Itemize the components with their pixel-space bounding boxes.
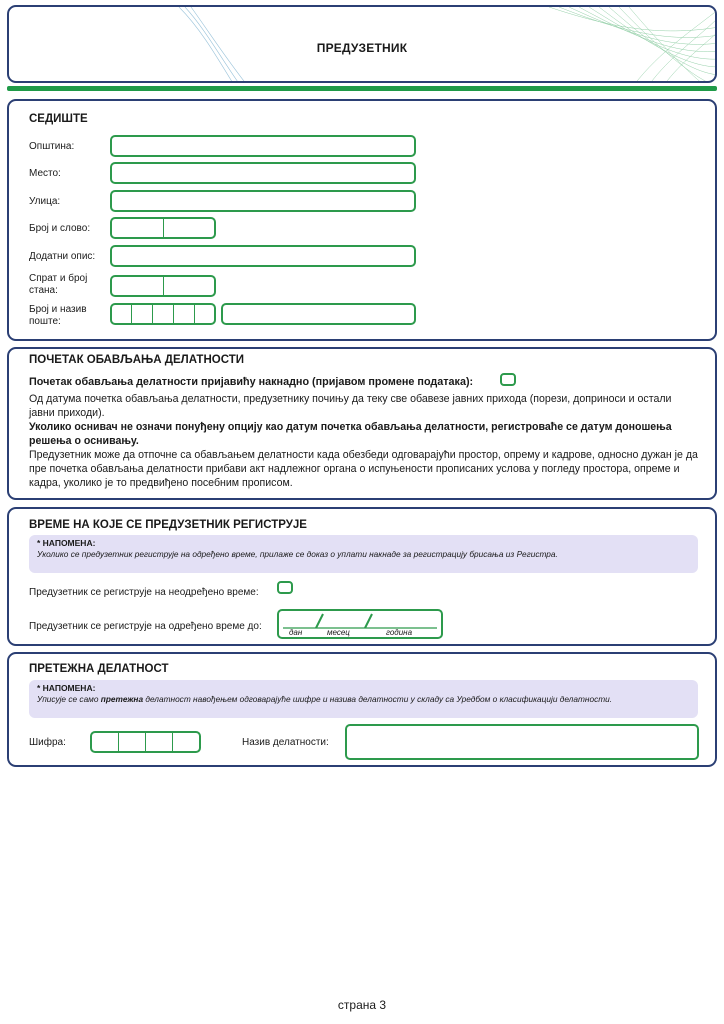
start-later-checkbox[interactable] (500, 373, 516, 386)
page-number: страна 3 (337, 998, 387, 1012)
date-year-label: година (386, 628, 413, 637)
field-divider (163, 219, 164, 237)
municipality-field[interactable] (110, 135, 416, 157)
note-box (29, 680, 698, 718)
field-divider (173, 305, 174, 323)
post-label (29, 304, 87, 328)
registration-time-section (7, 507, 717, 646)
note-box (29, 535, 698, 573)
date-day-label: дан (289, 628, 303, 637)
definite-date-field[interactable] (277, 609, 443, 639)
section-title: ПОЧЕТАК ОБАВЉАЊА ДЕЛАТНОСТИ (29, 354, 245, 366)
extra-field[interactable] (110, 245, 416, 267)
post-label-line2: поште: (29, 316, 61, 327)
number-label: Број и слово: (29, 223, 91, 234)
field-divider (163, 277, 164, 295)
section-title: ПРЕТЕЖНА ДЕЛАТНОСТ (29, 663, 169, 675)
field-divider (118, 733, 119, 751)
date-month-label: месец (327, 628, 350, 637)
header-panel (7, 5, 717, 83)
main-activity-section (7, 652, 717, 767)
note-title: * НАПОМЕНА: (37, 538, 96, 548)
street-label: Улица: (29, 196, 61, 207)
floor-field[interactable] (110, 275, 216, 297)
note-text-before: Уписује се само (37, 694, 101, 704)
code-label: Шифра: (29, 737, 66, 748)
start-paragraph-3: Предузетник може да отпочне са обављањем делатности када обезбеди одговарајући простор, опрему и кадрове, односно дужан је да пре почетка обављања делатности прибави акт надлежног органа о испуњености прописаних услова у погледу простора, опреме и кадра, уколико је то предвиђено посебним прописом. (29, 449, 698, 489)
green-divider (7, 86, 717, 91)
note-text: Уколико се предузетник региструје на одређено време, прилаже се доказ о уплати накнаде за регистрацију брисања из Регистра. (37, 549, 558, 559)
post-label-line1: Број и назив (29, 304, 87, 315)
start-section (7, 347, 717, 500)
section-title: ВРЕМЕ НА КОЈЕ СЕ ПРЕДУЗЕТНИК РЕГИСТРУЈЕ (29, 519, 307, 531)
floor-label-line2: стана: (29, 285, 58, 296)
postal-code-field[interactable] (110, 303, 216, 325)
number-field[interactable] (110, 217, 216, 239)
note-title: * НАПОМЕНА: (37, 683, 96, 693)
place-field[interactable] (110, 162, 416, 184)
street-field[interactable] (110, 190, 416, 212)
post-name-field[interactable] (221, 303, 416, 325)
field-divider (172, 733, 173, 751)
floor-label (29, 273, 87, 297)
date-separators (279, 611, 441, 637)
note-text-bold: претежна (100, 694, 144, 704)
municipality-label: Општина: (29, 141, 75, 152)
start-paragraph-2: Уколико оснивач не означи понуђену опцију као датум почетка обављања делатности, регистроваће се датум доношења решења о оснивању. (29, 421, 672, 447)
field-divider (152, 305, 153, 323)
note-text (37, 694, 690, 704)
activity-code-field[interactable] (90, 731, 201, 753)
seat-section (7, 99, 717, 341)
start-later-label: Почетак обављања делатности пријавићу накнадно (пријавом промене података): (29, 376, 474, 388)
activity-name-field[interactable] (345, 724, 699, 760)
activity-name-label: Назив делатности: (242, 737, 329, 748)
note-text-after: делатност навођењем одговарајуће шифре и назива делатности у складу са Уредбом о класификацији делатности. (143, 694, 613, 704)
indefinite-checkbox[interactable] (277, 581, 293, 594)
place-label: Место: (29, 168, 61, 179)
definite-label: Предузетник се региструје на одређено време до: (29, 621, 262, 632)
start-paragraph-1: Од датума почетка обављања делатности, предузетнику почињу да теку све обавезе јавних прихода (порези, доприноси и остали јавни приходи). (29, 393, 672, 419)
indefinite-label: Предузетник се региструје на неодређено време: (29, 587, 259, 598)
section-title: СЕДИШТЕ (29, 113, 88, 125)
page-title: ПРЕДУЗЕТНИК (316, 41, 408, 55)
extra-label: Додатни опис: (29, 251, 96, 262)
field-divider (131, 305, 132, 323)
field-divider (194, 305, 195, 323)
floor-label-line1: Спрат и број (29, 273, 88, 284)
field-divider (145, 733, 146, 751)
